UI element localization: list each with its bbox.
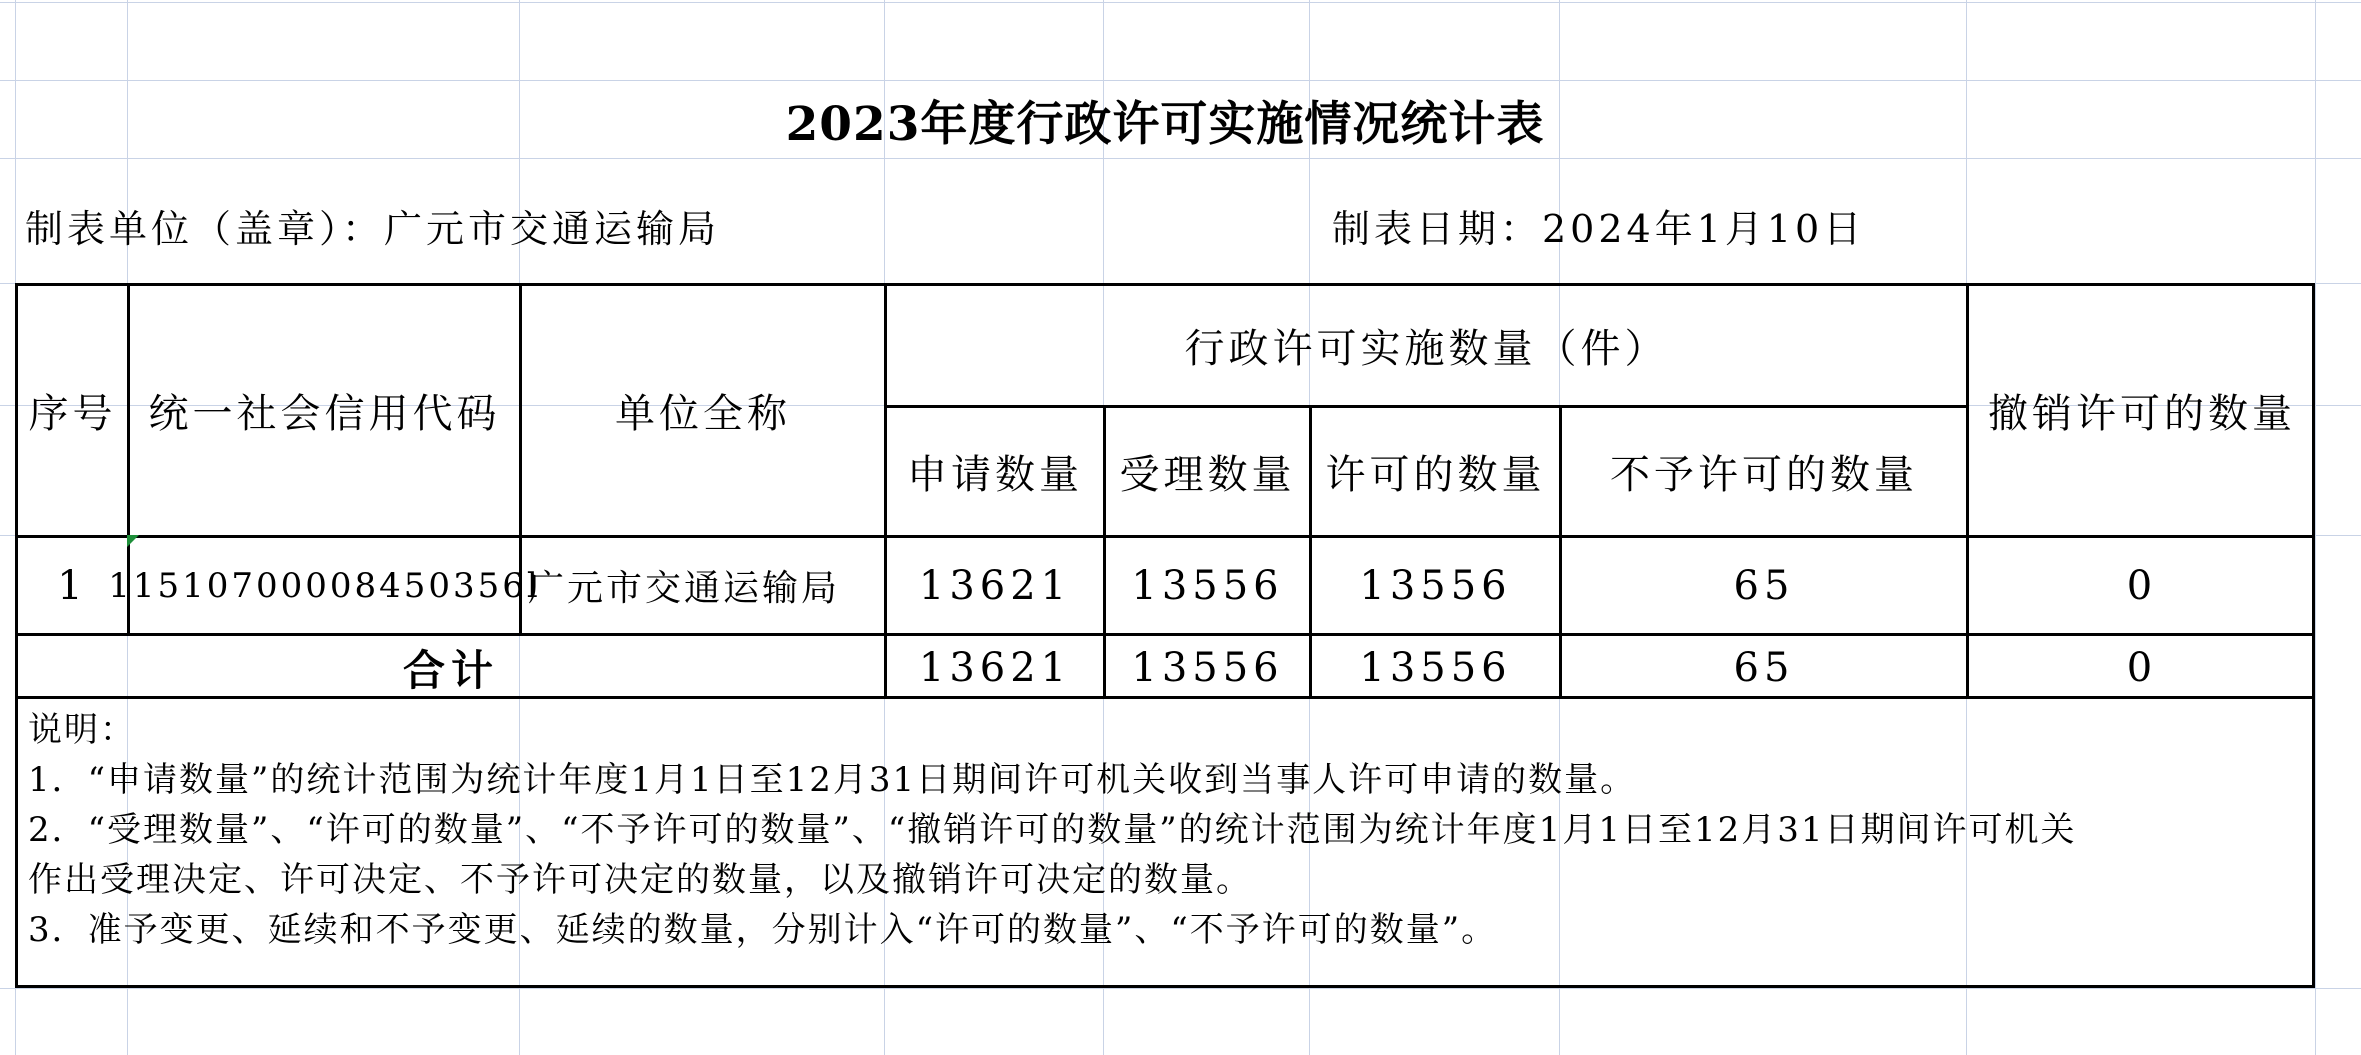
row-unit-name: 广元市交通运输局: [528, 568, 841, 609]
row-accept: 13556: [1131, 562, 1284, 609]
cell-comment-indicator: [127, 535, 139, 547]
total-apply: 13621: [918, 644, 1072, 691]
total-accept: 13556: [1131, 644, 1284, 691]
notes-section: [15, 699, 2315, 988]
header-apply: 申请数量: [907, 452, 1083, 498]
row-revoke: 0: [2126, 562, 2158, 609]
header-unit-name: 单位全称: [615, 391, 791, 437]
row-permit: 13556: [1359, 562, 1512, 609]
header-seq: 序号: [28, 391, 117, 437]
statistics-table: [15, 283, 2315, 699]
notes-heading: 说明：: [28, 710, 136, 750]
header-credit-code: 统一社会信用代码: [148, 391, 501, 437]
note-item: 2．“受理数量”、“许可的数量”、“不予许可的数量”、“撤销许可的数量”的统计范围为统计年度1月1日至12月31日期间许可机关: [28, 810, 2077, 850]
note-item: 1．“申请数量”的统计范围为统计年度1月1日至12月31日期间许可机关收到当事人许可申请的数量。: [28, 760, 1637, 800]
header-deny: 不予许可的数量: [1610, 452, 1918, 498]
total-revoke: 0: [2126, 644, 2158, 691]
header-permit: 许可的数量: [1325, 452, 1546, 498]
header-permit-count-group: 行政许可实施数量（件）: [1184, 326, 1669, 372]
report-title: 2023年度行政许可实施情况统计表: [785, 97, 1545, 152]
total-label: 合计: [402, 645, 499, 695]
header-revoke: 撤销许可的数量: [1988, 391, 2296, 437]
header-accept: 受理数量: [1119, 452, 1296, 498]
row-deny: 65: [1733, 562, 1795, 609]
row-apply: 13621: [918, 562, 1072, 609]
total-permit: 13556: [1359, 644, 1512, 691]
note-item: 3．准予变更、延续和不予变更、延续的数量，分别计入“许可的数量”、“不予许可的数量”。: [28, 910, 1498, 950]
preparation-date: 制表日期：2024年1月10日: [1332, 206, 1866, 251]
row-credit-code: 11510700008450356l: [108, 565, 541, 606]
total-deny: 65: [1733, 644, 1795, 691]
note-item: 作出受理决定、许可决定、不予许可决定的数量，以及撤销许可决定的数量。: [28, 860, 1252, 900]
row-seq: 1: [57, 562, 88, 609]
preparing-unit: 制表单位（盖章）：广元市交通运输局: [25, 206, 721, 251]
